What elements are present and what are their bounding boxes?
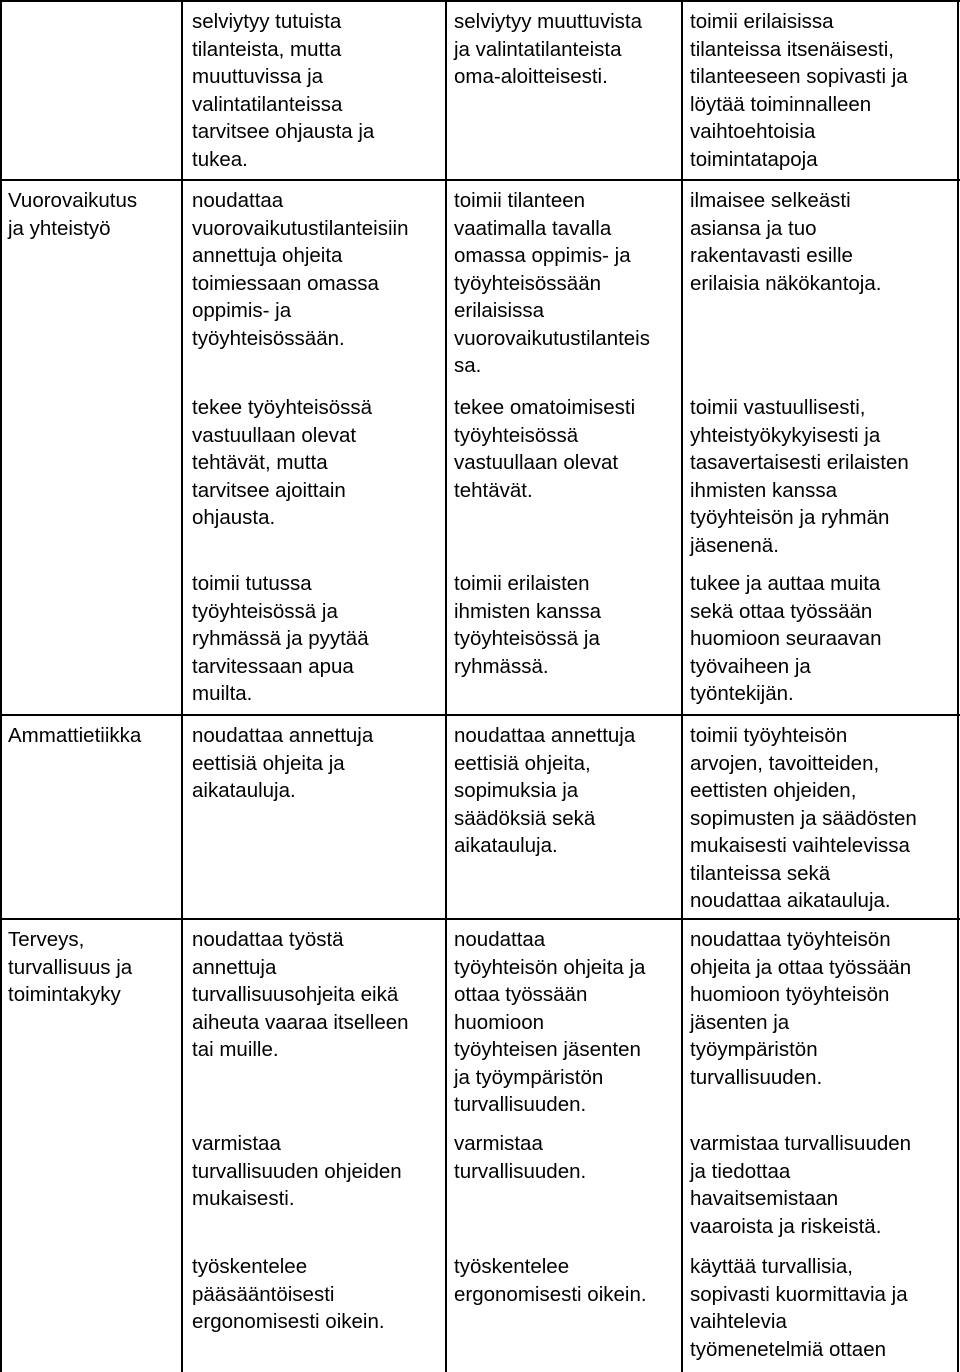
text-line: sopimusten ja säädösten <box>690 806 917 830</box>
criteria-level-3 <box>690 187 881 297</box>
text-line: varmistaa <box>192 1132 281 1155</box>
text-line: sekä ottaa työssään <box>690 599 873 623</box>
criteria-level-1 <box>192 926 409 1064</box>
criteria-level-3 <box>690 1253 908 1363</box>
text-line: löytää toiminnalleen <box>690 92 872 116</box>
text-line: vaatimalla tavalla <box>454 216 612 240</box>
text-line: ohjeita ja ottaa työssään <box>690 955 912 979</box>
text-line: aikatauluja. <box>192 779 296 802</box>
text-line: muuttuvissa ja <box>192 65 324 88</box>
text-line: Terveys, <box>8 928 85 951</box>
text-line: turvallisuusohjeita eikä <box>192 983 399 1006</box>
text-line: ja työympäristön <box>454 1065 604 1089</box>
text-line: selviytyy tutuista <box>192 10 342 33</box>
criteria-level-2 <box>454 8 642 91</box>
text-line: noudattaa annettuja <box>454 724 636 747</box>
text-line: valintatilanteissa <box>192 92 343 116</box>
criteria-level-1 <box>192 1130 402 1213</box>
text-line: toimii erilaisissa <box>690 10 834 33</box>
text-line: toimii erilaisten <box>454 572 590 595</box>
text-line: tasavertaisesti erilaisten <box>690 451 909 474</box>
text-line: työympäristön <box>690 1038 818 1061</box>
text-line: työyhteisön ohjeita ja <box>454 955 646 979</box>
table-border-left <box>0 0 2 1372</box>
text-line: toimii vastuullisesti, <box>690 396 866 419</box>
row-divider <box>0 179 960 181</box>
criteria-level-2 <box>454 570 601 680</box>
text-line: vaihtoehtoisia <box>690 120 816 143</box>
text-line: turvallisuuden. <box>454 1159 587 1183</box>
text-line: tarvitsee ohjausta ja <box>192 120 375 143</box>
criteria-level-1 <box>192 394 372 532</box>
text-line: sa. <box>454 354 482 377</box>
text-line: sopivasti kuormittavia ja <box>690 1282 908 1306</box>
criteria-level-3 <box>690 926 911 1091</box>
criteria-level-3 <box>690 394 909 559</box>
text-line: turvallisuus ja <box>8 955 133 979</box>
text-line: ja yhteistyö <box>8 216 111 240</box>
text-line: asiansa ja tuo <box>690 216 817 240</box>
text-line: toimintatapoja <box>690 147 818 171</box>
text-line: erilaisissa <box>454 299 544 322</box>
text-line: ryhmässä ja pyytää <box>192 627 369 650</box>
text-line: tehtävät, mutta <box>192 451 328 474</box>
text-line: yhteistyökykyisesti ja <box>690 423 881 447</box>
text-line: mukaisesti vaihtelevissa <box>690 834 910 857</box>
criteria-level-2 <box>454 926 645 1119</box>
text-line: pääsääntöisesti <box>192 1282 335 1306</box>
text-line: käyttää turvallisia, <box>690 1255 853 1278</box>
text-line: työyhteisen jäsenten <box>454 1038 641 1061</box>
text-line: varmistaa turvallisuuden <box>690 1132 912 1155</box>
text-line: havaitsemistaan <box>690 1187 839 1210</box>
text-line: tarvitessaan apua <box>192 654 354 678</box>
text-line: ergonomisesti oikein. <box>192 1310 385 1333</box>
row-divider <box>0 714 960 716</box>
text-line: vaaroista ja riskeistä. <box>690 1214 882 1238</box>
column-divider <box>445 0 447 1372</box>
text-line: työyhteisön ja ryhmän <box>690 506 890 529</box>
category-label <box>8 722 141 750</box>
text-line: vuorovaikutustilanteis <box>454 326 650 350</box>
criteria-level-1 <box>192 1253 385 1336</box>
text-line: huomioon <box>454 1010 545 1034</box>
text-line: huomioon seuraavan <box>690 627 882 650</box>
text-line: omassa oppimis- ja <box>454 244 631 267</box>
text-line: selviytyy muuttuvista <box>454 10 642 33</box>
text-line: säädöksiä sekä <box>454 806 596 830</box>
text-line: arvojen, tavoitteiden, <box>690 751 880 775</box>
text-line: aikatauluja. <box>454 834 558 857</box>
text-line: ryhmässä. <box>454 654 549 678</box>
text-line: turvallisuuden. <box>454 1093 587 1116</box>
criteria-level-3 <box>690 1130 911 1240</box>
text-line: turvallisuuden ohjeiden <box>192 1159 402 1183</box>
text-line: tekee työyhteisössä <box>192 396 373 419</box>
criteria-level-2 <box>454 722 635 860</box>
criteria-level-3 <box>690 570 881 708</box>
text-line: huomioon työyhteisön <box>690 983 890 1006</box>
text-line: varmistaa <box>454 1132 543 1155</box>
text-line: työyhteisössä <box>454 423 579 447</box>
text-line: eettisiä ohjeita ja <box>192 751 345 775</box>
text-line: noudattaa <box>454 928 546 951</box>
text-line: Ammattietiikka <box>8 724 142 747</box>
category-label <box>8 926 132 1009</box>
text-line: ihmisten kanssa <box>454 599 601 623</box>
text-line: annettuja <box>192 955 277 979</box>
text-line: toimii työyhteisön <box>690 724 848 747</box>
criteria-level-2 <box>454 1130 586 1185</box>
text-line: muilta. <box>192 682 253 705</box>
text-line: toimintakyky <box>8 983 121 1006</box>
criteria-level-2 <box>454 394 635 504</box>
text-line: ja tiedottaa <box>690 1159 791 1183</box>
text-line: eettisten ohjeiden, <box>690 779 857 802</box>
criteria-level-2 <box>454 187 650 380</box>
criteria-level-1 <box>192 8 374 173</box>
criteria-level-1 <box>192 570 369 708</box>
text-line: tilanteissa itsenäisesti, <box>690 37 894 61</box>
text-line: työvaiheen ja <box>690 654 811 678</box>
text-line: ergonomisesti oikein. <box>454 1282 647 1306</box>
text-line: tarvitsee ajoittain <box>192 478 346 502</box>
text-line: noudattaa aikatauluja. <box>690 889 891 912</box>
text-line: noudattaa työstä <box>192 928 344 951</box>
text-line: työskentelee <box>192 1255 308 1278</box>
category-label <box>8 187 137 242</box>
text-line: työmenetelmiä ottaen <box>690 1337 887 1361</box>
text-line: rakentavasti esille <box>690 244 853 267</box>
text-line: tukea. <box>192 147 248 171</box>
text-line: tehtävät. <box>454 478 533 502</box>
text-line: tilanteissa sekä <box>690 861 831 885</box>
text-line: noudattaa annettuja <box>192 724 374 747</box>
criteria-level-2 <box>454 1253 647 1308</box>
text-line: tekee omatoimisesti <box>454 396 636 419</box>
text-line: tai muille. <box>192 1038 279 1061</box>
text-line: toimiessaan omassa <box>192 271 379 295</box>
text-line: erilaisia näkökantoja. <box>690 271 882 295</box>
text-line: aiheuta vaaraa itselleen <box>192 1010 409 1034</box>
text-line: turvallisuuden. <box>690 1065 823 1089</box>
text-line: annettuja ohjeita <box>192 244 343 267</box>
text-line: työskentelee <box>454 1255 570 1278</box>
criteria-level-1 <box>192 187 409 352</box>
text-line: vuorovaikutustilanteisiin <box>192 216 409 240</box>
table-border-top <box>0 0 960 2</box>
text-line: toimii tutussa <box>192 572 312 595</box>
criteria-level-1 <box>192 722 373 805</box>
text-line: sopimuksia ja <box>454 779 579 802</box>
text-line: noudattaa työyhteisön <box>690 928 891 951</box>
text-line: tilanteeseen sopivasti ja <box>690 65 908 88</box>
criteria-level-3 <box>690 722 917 915</box>
text-line: vastuullaan olevat <box>454 451 619 474</box>
text-line: työyhteisössä ja <box>192 599 338 623</box>
text-line: tukee ja auttaa muita <box>690 572 881 595</box>
text-line: jäsenenä. <box>690 533 779 557</box>
text-line: jäsenten ja <box>690 1010 790 1034</box>
text-line: ilmaisee selkeästi <box>690 189 851 212</box>
column-divider <box>681 0 683 1372</box>
text-line: työntekijän. <box>690 682 794 705</box>
text-line: oma-aloitteisesti. <box>454 65 608 88</box>
text-line: työyhteisössään. <box>192 326 345 350</box>
column-divider <box>181 0 183 1372</box>
table-border-right <box>957 0 959 1372</box>
text-line: mukaisesti. <box>192 1187 295 1210</box>
text-line: vaihtelevia <box>690 1310 787 1333</box>
text-line: työyhteisössä ja <box>454 627 600 650</box>
text-line: tilanteista, mutta <box>192 37 342 61</box>
text-line: noudattaa <box>192 189 284 212</box>
text-line: eettisiä ohjeita, <box>454 751 591 775</box>
text-line: Vuorovaikutus <box>8 189 138 212</box>
text-line: ottaa työssään <box>454 983 588 1006</box>
row-divider <box>0 918 960 920</box>
text-line: oppimis- ja <box>192 299 292 322</box>
text-line: toimii tilanteen <box>454 189 586 212</box>
text-line: työyhteisössään <box>454 271 602 295</box>
text-line: ohjausta. <box>192 506 276 529</box>
text-line: ihmisten kanssa <box>690 478 837 502</box>
text-line: ja valintatilanteista <box>454 37 622 61</box>
criteria-level-3 <box>690 8 908 173</box>
text-line: vastuullaan olevat <box>192 423 357 447</box>
